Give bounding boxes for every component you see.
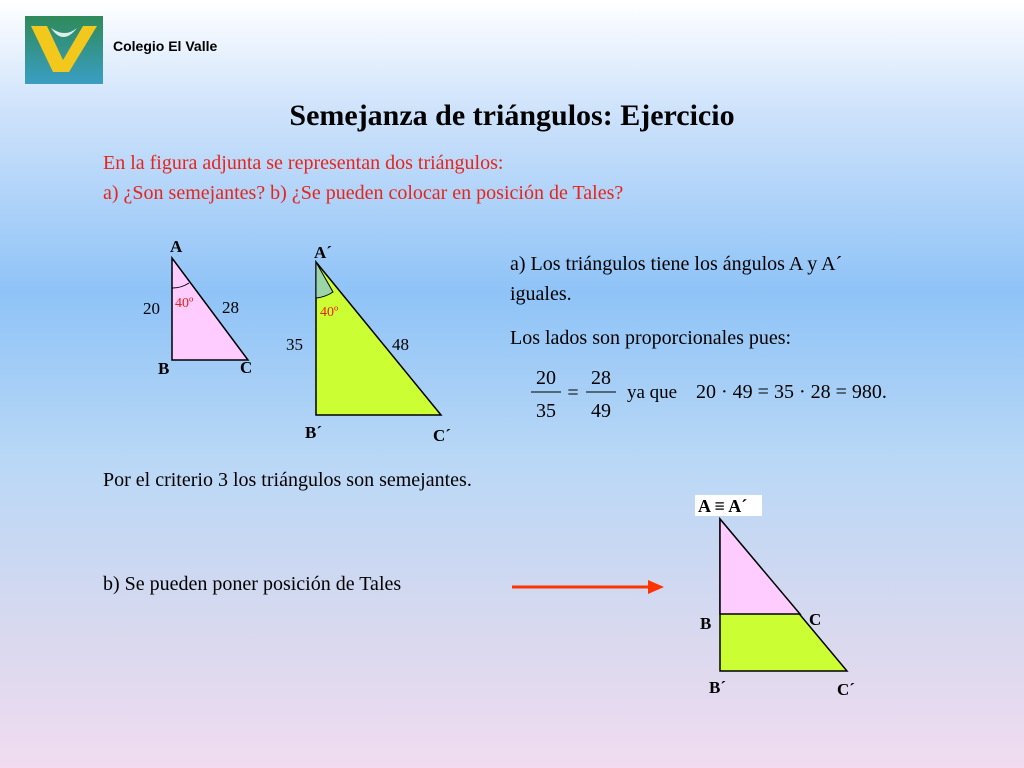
large-side-ab: 35 (286, 335, 303, 354)
large-vertex-c: C´ (433, 426, 451, 445)
page-title: Semejanza de triángulos: Ejercicio (289, 99, 735, 132)
small-side-ac: 28 (222, 298, 239, 317)
triangles-figure (130, 230, 470, 450)
right-arrow-icon (510, 576, 666, 598)
criterion-text: Por el criterio 3 los triángulos son semejantes. (103, 469, 472, 491)
small-angle-label: 40º (175, 296, 194, 311)
fraction-1-numerator: 20 (536, 367, 556, 389)
fraction-1-denominator: 35 (536, 400, 556, 422)
small-vertex-c: C (240, 358, 253, 377)
answer-a-line-1: a) Los triángulos tiene los ángulos A y A´ (510, 253, 843, 275)
tales-figure (690, 493, 870, 703)
tales-label-c: C (809, 610, 822, 629)
large-vertex-b: B´ (305, 423, 322, 442)
answer-b-text: b) Se pueden poner posición de Tales (103, 573, 402, 595)
small-vertex-b: B (158, 359, 170, 378)
tales-label-b2: B´ (709, 678, 726, 697)
small-side-ab: 20 (143, 299, 160, 318)
question-line-2: a) ¿Son semejantes? b) ¿Se pueden colocar en posición de Tales? (103, 182, 624, 204)
formula-connector: ya que (627, 382, 678, 403)
tales-label-b: B (700, 614, 712, 633)
answer-a-line-3: Los lados son proporcionales pues: (510, 327, 792, 349)
fraction-2-numerator: 28 (591, 367, 611, 389)
large-side-ac: 48 (392, 335, 409, 354)
large-vertex-a: A´ (314, 243, 332, 262)
question-line-1: En la figura adjunta se representan dos triángulos: (103, 152, 504, 174)
school-logo (25, 16, 103, 84)
small-vertex-a: A (170, 237, 183, 256)
large-triangle (316, 262, 441, 415)
equals-sign: = (567, 382, 579, 404)
answer-a-line-2: iguales. (510, 283, 572, 305)
tales-small-triangle (720, 519, 800, 614)
tales-label-c2: C´ (837, 680, 855, 699)
proportion-formula (525, 360, 945, 430)
large-angle-label: 40º (320, 305, 339, 320)
fraction-2-denominator: 49 (591, 400, 611, 422)
formula-product: 20 · 49 = 35 · 28 = 980. (696, 381, 887, 403)
tales-label-top: A ≡ A´ (698, 496, 748, 516)
school-name: Colegio El Valle (113, 38, 218, 54)
